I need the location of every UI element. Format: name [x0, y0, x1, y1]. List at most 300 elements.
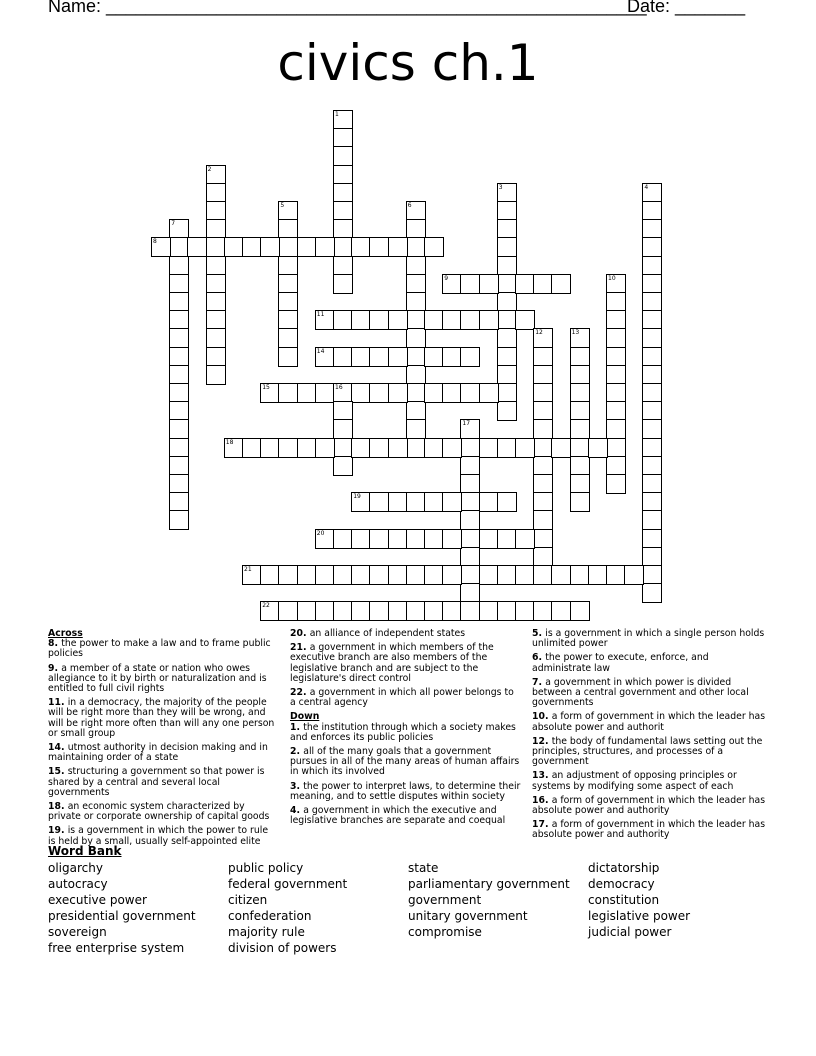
grid-cell[interactable] — [460, 474, 480, 494]
grid-cell[interactable] — [442, 383, 462, 403]
grid-cell[interactable] — [497, 401, 517, 421]
grid-cell[interactable] — [479, 274, 499, 294]
grid-cell[interactable] — [642, 510, 662, 530]
grid-cell[interactable] — [588, 565, 608, 585]
grid-cell[interactable] — [424, 492, 444, 512]
grid-cell[interactable] — [369, 237, 389, 257]
grid-cell[interactable] — [570, 438, 590, 458]
grid-cell[interactable] — [278, 237, 298, 257]
grid-cell[interactable] — [642, 237, 662, 257]
grid-cell[interactable] — [479, 383, 499, 403]
grid-cell[interactable] — [533, 365, 553, 385]
grid-cell[interactable] — [551, 274, 571, 294]
grid-cell[interactable] — [260, 601, 280, 621]
grid-cell[interactable] — [533, 565, 553, 585]
grid-cell[interactable] — [406, 438, 426, 458]
grid-cell[interactable] — [606, 419, 626, 439]
grid-cell[interactable] — [278, 256, 298, 276]
grid-cell[interactable] — [606, 365, 626, 385]
grid-cell[interactable] — [278, 601, 298, 621]
grid-cell[interactable] — [369, 438, 389, 458]
grid-cell[interactable] — [406, 565, 426, 585]
grid-cell[interactable] — [570, 474, 590, 494]
grid-cell[interactable] — [497, 201, 517, 221]
grid-cell[interactable] — [497, 237, 517, 257]
grid-cell[interactable] — [533, 492, 553, 512]
grid-cell[interactable] — [460, 601, 480, 621]
grid-cell[interactable] — [224, 438, 244, 458]
grid-cell[interactable] — [515, 601, 535, 621]
grid-cell[interactable] — [642, 183, 662, 203]
grid-cell[interactable] — [315, 237, 335, 257]
grid-cell[interactable] — [606, 456, 626, 476]
grid-cell[interactable] — [297, 383, 317, 403]
grid-cell[interactable] — [497, 529, 517, 549]
grid-cell[interactable] — [497, 256, 517, 276]
grid-cell[interactable] — [497, 347, 517, 367]
grid-cell[interactable] — [333, 456, 353, 476]
word-bank-item: dictatorship — [588, 861, 660, 875]
grid-cell[interactable] — [406, 201, 426, 221]
grid-cell[interactable] — [333, 237, 353, 257]
grid-cell[interactable] — [460, 419, 480, 439]
grid-cell[interactable] — [206, 365, 226, 385]
grid-cell[interactable] — [206, 347, 226, 367]
grid-cell[interactable] — [351, 529, 371, 549]
grid-cell[interactable] — [206, 201, 226, 221]
grid-cell[interactable] — [442, 274, 462, 294]
grid-cell[interactable] — [570, 565, 590, 585]
grid-cell[interactable] — [642, 310, 662, 330]
grid-cell[interactable] — [406, 347, 426, 367]
clue-number: 12 — [535, 329, 543, 337]
clue-number: 11 — [316, 311, 325, 319]
grid-cell[interactable] — [260, 237, 280, 257]
grid-cell[interactable] — [642, 219, 662, 239]
grid-cell[interactable] — [551, 438, 571, 458]
grid-cell[interactable] — [479, 529, 499, 549]
grid-cell[interactable] — [351, 438, 371, 458]
grid-cell[interactable] — [570, 401, 590, 421]
grid-cell[interactable] — [315, 601, 335, 621]
grid-cell[interactable] — [642, 365, 662, 385]
grid-cell[interactable] — [333, 565, 353, 585]
grid-cell[interactable] — [297, 601, 317, 621]
word-bank-item: state — [408, 861, 439, 875]
grid-cell[interactable] — [497, 383, 517, 403]
grid-cell[interactable] — [570, 347, 590, 367]
grid-cell[interactable] — [406, 219, 426, 239]
grid-cell[interactable] — [642, 419, 662, 439]
grid-cell[interactable] — [278, 383, 298, 403]
grid-cell[interactable] — [388, 492, 408, 512]
clue-item-text: the institution through which a society makes and enforces its public policies — [290, 721, 516, 743]
clue-item-number: 2. — [290, 746, 304, 758]
grid-cell[interactable] — [570, 419, 590, 439]
grid-cell[interactable] — [424, 347, 444, 367]
grid-cell[interactable] — [169, 438, 189, 458]
down-heading: Down — [290, 711, 320, 723]
grid-cell[interactable] — [169, 219, 189, 239]
grid-cell[interactable] — [570, 328, 590, 348]
grid-cell[interactable] — [406, 529, 426, 549]
grid-cell[interactable] — [460, 383, 480, 403]
grid-cell[interactable] — [151, 237, 171, 257]
grid-cell[interactable] — [442, 492, 462, 512]
grid-cell[interactable] — [460, 547, 480, 567]
grid-cell[interactable] — [442, 529, 462, 549]
grid-cell[interactable] — [442, 601, 462, 621]
grid-cell[interactable] — [533, 547, 553, 567]
grid-cell[interactable] — [424, 310, 444, 330]
grid-cell[interactable] — [497, 565, 517, 585]
grid-cell[interactable] — [388, 347, 408, 367]
clue-number: 21 — [244, 566, 252, 573]
grid-cell[interactable] — [460, 583, 480, 603]
grid-cell[interactable] — [278, 347, 298, 367]
grid-cell[interactable] — [606, 310, 626, 330]
grid-cell[interactable] — [333, 438, 353, 458]
grid-cell[interactable] — [497, 365, 517, 385]
grid-cell[interactable] — [515, 565, 535, 585]
grid-cell[interactable] — [479, 565, 499, 585]
grid-cell[interactable] — [497, 438, 517, 458]
grid-cell[interactable] — [533, 510, 553, 530]
grid-cell[interactable] — [606, 383, 626, 403]
word-bank-item: democracy — [588, 877, 655, 891]
grid-cell[interactable] — [497, 310, 517, 330]
grid-cell[interactable] — [642, 438, 662, 458]
grid-cell[interactable] — [406, 256, 426, 276]
grid-cell[interactable] — [333, 110, 353, 130]
grid-cell[interactable] — [242, 438, 262, 458]
grid-cell[interactable] — [315, 310, 335, 330]
grid-cell[interactable] — [624, 565, 644, 585]
grid-cell[interactable] — [642, 583, 662, 603]
grid-cell[interactable] — [533, 601, 553, 621]
grid-cell[interactable] — [297, 565, 317, 585]
word-bank-column-4 — [588, 860, 690, 940]
grid-cell[interactable] — [642, 401, 662, 421]
grid-cell[interactable] — [460, 456, 480, 476]
grid-cell[interactable] — [369, 601, 389, 621]
clue-item-text: in a democracy, the majority of the people will be right more than they will be wrong, and will be right more often than will any one person or small group — [48, 697, 275, 739]
grid-cell[interactable] — [460, 565, 480, 585]
grid-cell[interactable] — [442, 565, 462, 585]
grid-cell[interactable] — [169, 365, 189, 385]
grid-cell[interactable] — [333, 128, 353, 148]
grid-cell[interactable] — [315, 438, 335, 458]
grid-cell[interactable] — [570, 601, 590, 621]
grid-cell[interactable] — [497, 292, 517, 312]
grid-cell[interactable] — [333, 274, 353, 294]
grid-cell[interactable] — [533, 438, 553, 458]
clue-item — [532, 629, 766, 649]
grid-cell[interactable] — [169, 401, 189, 421]
grid-cell[interactable] — [406, 292, 426, 312]
grid-cell[interactable] — [169, 474, 189, 494]
grid-cell[interactable] — [442, 347, 462, 367]
grid-cell[interactable] — [460, 274, 480, 294]
grid-cell[interactable] — [242, 237, 262, 257]
grid-cell[interactable] — [642, 383, 662, 403]
grid-cell[interactable] — [333, 165, 353, 185]
grid-cell[interactable] — [497, 601, 517, 621]
grid-cell[interactable] — [424, 438, 444, 458]
grid-cell[interactable] — [551, 601, 571, 621]
grid-cell[interactable] — [533, 474, 553, 494]
word-bank-item: public policy — [228, 861, 304, 875]
grid-cell[interactable] — [388, 601, 408, 621]
word-bank-item: judicial power — [588, 925, 672, 939]
clue-item-text: the power to make a law and to frame public policies — [48, 638, 271, 660]
grid-cell[interactable] — [606, 438, 626, 458]
grid-cell[interactable] — [479, 310, 499, 330]
grid-cell[interactable] — [333, 219, 353, 239]
grid-cell[interactable] — [570, 456, 590, 476]
grid-cell[interactable] — [460, 510, 480, 530]
grid-cell[interactable] — [169, 347, 189, 367]
grid-cell[interactable] — [424, 529, 444, 549]
grid-cell[interactable] — [333, 146, 353, 166]
grid-cell[interactable] — [606, 347, 626, 367]
grid-cell[interactable] — [206, 310, 226, 330]
clue-item-number: 16. — [532, 794, 552, 806]
grid-cell[interactable] — [388, 438, 408, 458]
grid-cell[interactable] — [406, 401, 426, 421]
grid-cell[interactable] — [169, 328, 189, 348]
grid-cell[interactable] — [460, 347, 480, 367]
grid-cell[interactable] — [570, 383, 590, 403]
clues-column-2 — [290, 629, 522, 830]
puzzle-title: civics ch.1 — [277, 34, 539, 92]
grid-cell[interactable] — [369, 310, 389, 330]
grid-cell[interactable] — [278, 201, 298, 221]
grid-cell[interactable] — [460, 438, 480, 458]
grid-cell[interactable] — [297, 237, 317, 257]
grid-cell[interactable] — [606, 274, 626, 294]
grid-cell[interactable] — [606, 565, 626, 585]
grid-cell[interactable] — [515, 310, 535, 330]
grid-cell[interactable] — [333, 383, 353, 403]
grid-cell[interactable] — [406, 492, 426, 512]
grid-cell[interactable] — [333, 310, 353, 330]
grid-cell[interactable] — [351, 310, 371, 330]
clue-item-number: 7. — [532, 676, 546, 688]
grid-cell[interactable] — [588, 438, 608, 458]
grid-cell[interactable] — [351, 347, 371, 367]
grid-cell[interactable] — [642, 292, 662, 312]
grid-cell[interactable] — [533, 401, 553, 421]
grid-cell[interactable] — [388, 310, 408, 330]
grid-cell[interactable] — [169, 292, 189, 312]
grid-cell[interactable] — [533, 383, 553, 403]
grid-cell[interactable] — [606, 474, 626, 494]
grid-cell[interactable] — [460, 492, 480, 512]
grid-cell[interactable] — [570, 365, 590, 385]
grid-cell[interactable] — [206, 292, 226, 312]
grid-cell[interactable] — [606, 401, 626, 421]
grid-cell[interactable] — [533, 274, 553, 294]
grid-cell[interactable] — [642, 492, 662, 512]
grid-cell[interactable] — [642, 347, 662, 367]
grid-cell[interactable] — [479, 601, 499, 621]
grid-cell[interactable] — [406, 365, 426, 385]
grid-cell[interactable] — [406, 310, 426, 330]
clue-number: 6 — [407, 202, 412, 209]
grid-cell[interactable] — [606, 292, 626, 312]
grid-cell[interactable] — [388, 529, 408, 549]
grid-cell[interactable] — [297, 438, 317, 458]
grid-cell[interactable] — [206, 328, 226, 348]
grid-cell[interactable] — [642, 456, 662, 476]
grid-cell[interactable] — [406, 328, 426, 348]
grid-cell[interactable] — [406, 601, 426, 621]
grid-cell[interactable] — [278, 219, 298, 239]
grid-cell[interactable] — [424, 601, 444, 621]
grid-cell[interactable] — [169, 274, 189, 294]
clue-item-number: 4. — [290, 805, 304, 817]
grid-cell[interactable] — [533, 456, 553, 476]
grid-cell[interactable] — [369, 347, 389, 367]
grid-cell[interactable] — [369, 383, 389, 403]
grid-cell[interactable] — [606, 328, 626, 348]
grid-cell[interactable] — [224, 237, 244, 257]
grid-cell[interactable] — [479, 438, 499, 458]
grid-cell[interactable] — [333, 529, 353, 549]
clue-number: 13 — [571, 329, 580, 337]
grid-cell[interactable] — [351, 237, 371, 257]
grid-cell[interactable] — [206, 183, 226, 203]
grid-cell[interactable] — [351, 601, 371, 621]
grid-cell[interactable] — [333, 256, 353, 276]
grid-cell[interactable] — [315, 529, 335, 549]
grid-cell[interactable] — [278, 292, 298, 312]
grid-cell[interactable] — [206, 219, 226, 239]
grid-cell[interactable] — [388, 237, 408, 257]
grid-cell[interactable] — [442, 438, 462, 458]
grid-cell[interactable] — [333, 401, 353, 421]
grid-cell[interactable] — [515, 529, 535, 549]
grid-cell[interactable] — [169, 419, 189, 439]
grid-cell[interactable] — [497, 183, 517, 203]
grid-cell[interactable] — [388, 383, 408, 403]
grid-cell[interactable] — [442, 310, 462, 330]
grid-cell[interactable] — [424, 565, 444, 585]
grid-cell[interactable] — [351, 565, 371, 585]
grid-cell[interactable] — [642, 274, 662, 294]
grid-cell[interactable] — [206, 165, 226, 185]
grid-cell[interactable] — [533, 529, 553, 549]
grid-cell[interactable] — [206, 256, 226, 276]
clue-number: 4 — [644, 183, 649, 191]
clue-item — [290, 723, 522, 743]
clue-item-text: a member of a state or nation who owes allegiance to it by birth or naturalization and is entitled to full civil rights — [48, 662, 267, 695]
grid-cell[interactable] — [333, 183, 353, 203]
grid-cell[interactable] — [497, 274, 517, 294]
grid-cell[interactable] — [533, 328, 553, 348]
grid-cell[interactable] — [278, 310, 298, 330]
grid-cell[interactable] — [369, 492, 389, 512]
clue-item-number: 6. — [532, 652, 546, 664]
grid-cell[interactable] — [388, 565, 408, 585]
grid-cell[interactable] — [169, 237, 189, 257]
grid-cell[interactable] — [424, 237, 444, 257]
clue-item — [48, 698, 278, 739]
grid-cell[interactable] — [406, 419, 426, 439]
grid-cell[interactable] — [169, 492, 189, 512]
grid-cell[interactable] — [260, 383, 280, 403]
grid-cell[interactable] — [333, 201, 353, 221]
grid-cell[interactable] — [278, 328, 298, 348]
grid-cell[interactable] — [260, 565, 280, 585]
grid-cell[interactable] — [333, 347, 353, 367]
grid-cell[interactable] — [570, 492, 590, 512]
grid-cell[interactable] — [479, 492, 499, 512]
grid-cell[interactable] — [278, 438, 298, 458]
grid-cell[interactable] — [533, 347, 553, 367]
grid-cell[interactable] — [515, 438, 535, 458]
grid-cell[interactable] — [642, 547, 662, 567]
grid-cell[interactable] — [533, 419, 553, 439]
word-bank-item: unitary government — [408, 909, 528, 923]
grid-cell[interactable] — [333, 419, 353, 439]
grid-cell[interactable] — [642, 256, 662, 276]
grid-cell[interactable] — [187, 237, 207, 257]
grid-cell[interactable] — [351, 492, 371, 512]
grid-cell[interactable] — [406, 274, 426, 294]
grid-cell[interactable] — [369, 565, 389, 585]
grid-cell[interactable] — [369, 529, 389, 549]
grid-cell[interactable] — [260, 438, 280, 458]
grid-cell[interactable] — [424, 383, 444, 403]
grid-cell[interactable] — [315, 347, 335, 367]
grid-cell[interactable] — [551, 565, 571, 585]
clue-item — [290, 782, 522, 802]
grid-cell[interactable] — [497, 492, 517, 512]
clue-item-text: a government in which the executive and legislative branches are separate and coequal — [290, 805, 506, 827]
grid-cell[interactable] — [315, 565, 335, 585]
grid-cell[interactable] — [315, 383, 335, 403]
grid-cell[interactable] — [169, 456, 189, 476]
grid-cell[interactable] — [169, 383, 189, 403]
grid-cell[interactable] — [497, 328, 517, 348]
grid-cell[interactable] — [642, 474, 662, 494]
grid-cell[interactable] — [642, 529, 662, 549]
grid-cell[interactable] — [406, 237, 426, 257]
grid-cell[interactable] — [497, 219, 517, 239]
grid-cell[interactable] — [351, 383, 371, 403]
clue-item — [532, 678, 766, 709]
grid-cell[interactable] — [206, 274, 226, 294]
grid-cell[interactable] — [515, 274, 535, 294]
grid-cell[interactable] — [169, 310, 189, 330]
grid-cell[interactable] — [206, 237, 226, 257]
grid-cell[interactable] — [242, 565, 262, 585]
grid-cell[interactable] — [460, 310, 480, 330]
grid-cell[interactable] — [642, 328, 662, 348]
grid-cell[interactable] — [460, 529, 480, 549]
grid-cell[interactable] — [642, 565, 662, 585]
grid-cell[interactable] — [169, 510, 189, 530]
clue-number: 2 — [207, 165, 212, 173]
grid-cell[interactable] — [278, 274, 298, 294]
grid-cell[interactable] — [406, 383, 426, 403]
grid-cell[interactable] — [642, 201, 662, 221]
grid-cell[interactable] — [169, 256, 189, 276]
grid-cell[interactable] — [278, 565, 298, 585]
grid-cell[interactable] — [333, 601, 353, 621]
